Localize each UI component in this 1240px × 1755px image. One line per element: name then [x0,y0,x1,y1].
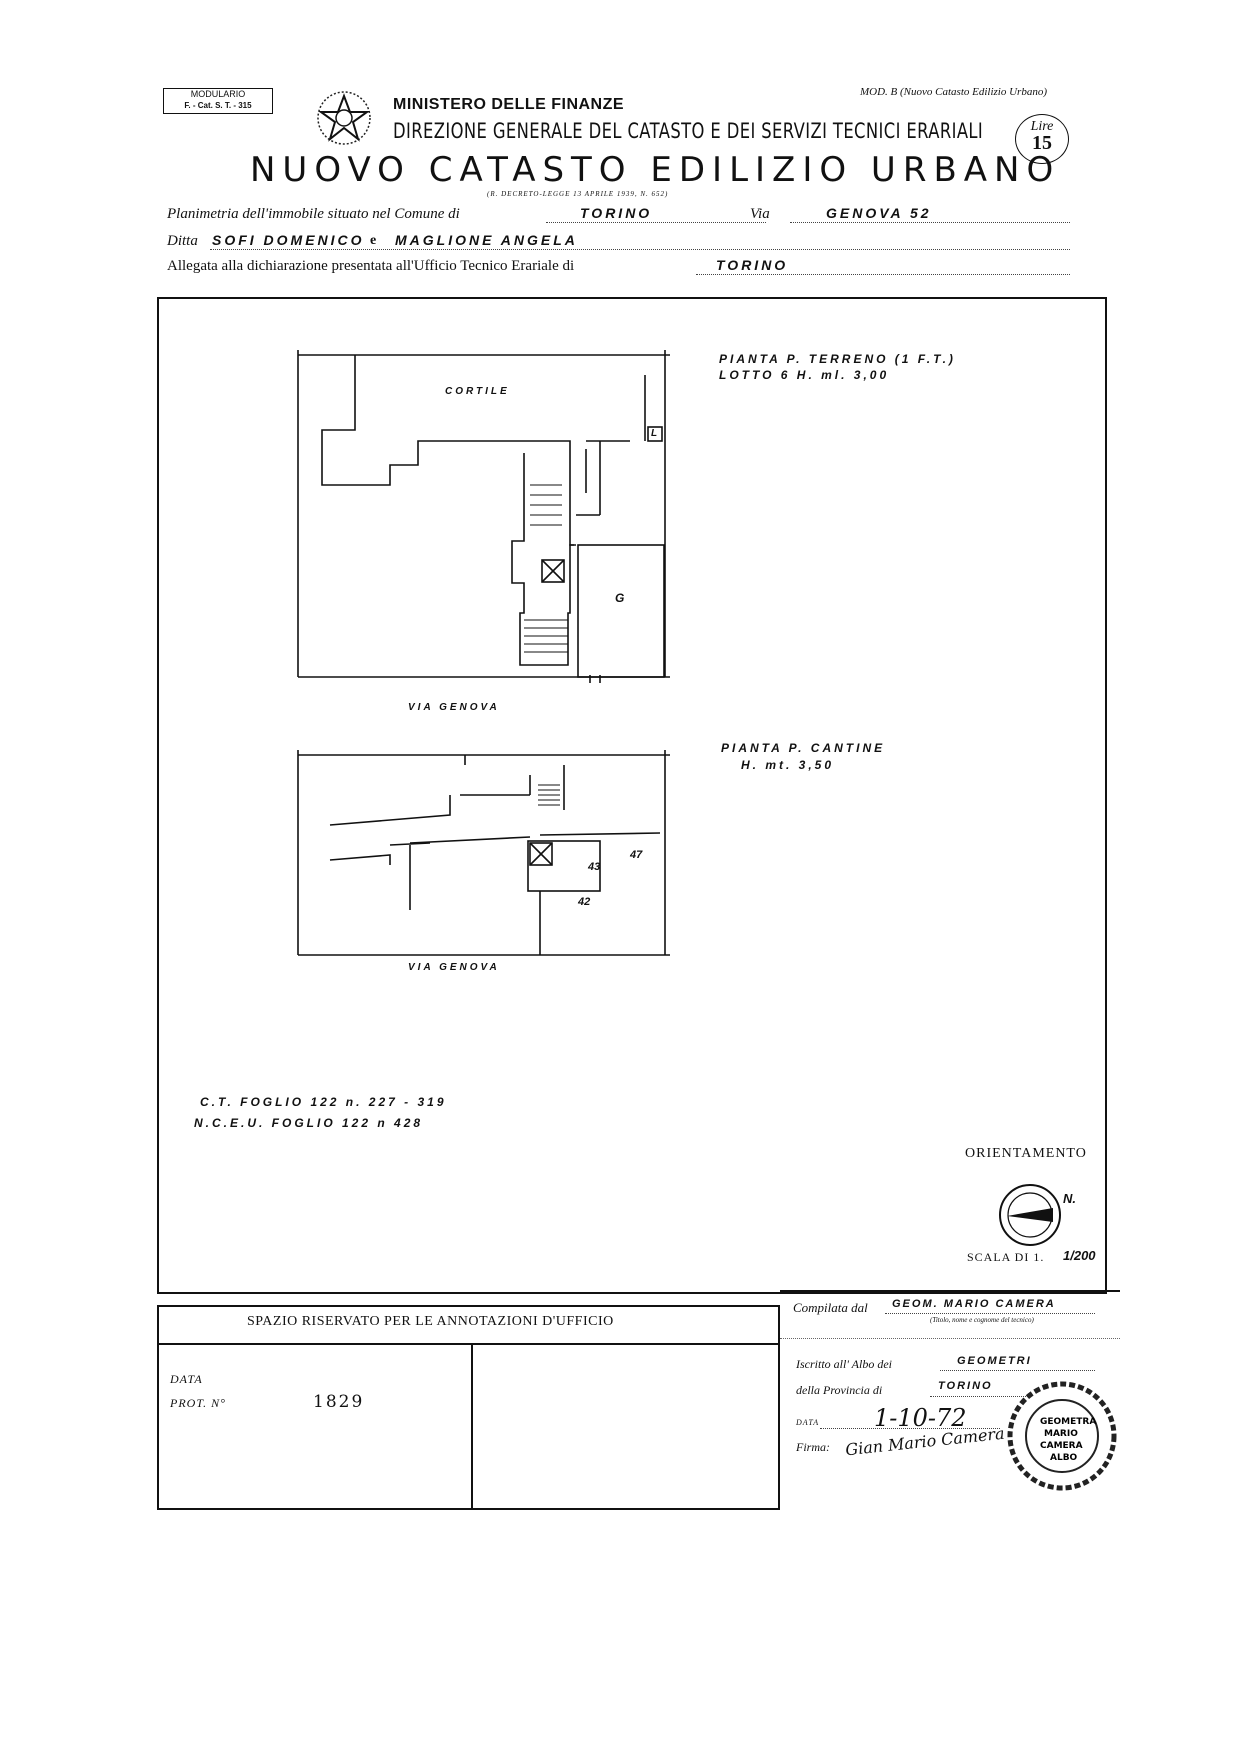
north-label: N. [1063,1191,1076,1206]
via-value: GENOVA 52 [826,205,932,221]
provincia-label: della Provincia di [796,1383,883,1397]
cellar-street-label: VIA GENOVA [408,962,500,973]
signature: Gian Mario Camera [844,1423,1006,1460]
allegata-label: Allegata alla dichiarazione presentata all'Ufficio Tecnico Erariale di [167,258,575,274]
planimetria-label: Planimetria dell'immobile situato nel Comune di [167,206,460,222]
room-l-label: L [651,428,658,439]
via-label: Via [750,206,770,222]
compiler-data-value: 1-10-72 [874,1404,967,1432]
document-title: NUOVO CATASTO EDILIZIO URBANO [250,150,1061,190]
decree-ref: (R. DECRETO-LEGGE 13 APRILE 1939, N. 652) [487,190,669,198]
ufficio-value: TORINO [716,257,789,273]
ufficio-dots [696,274,1070,275]
compilata-dots [885,1313,1095,1314]
cellar-plan-label-2: H. mt. 3,50 [741,758,835,772]
cellar-plan-label-1: PIANTA P. CANTINE [721,741,886,755]
owner-1: SOFI DOMENICO [212,232,365,248]
direction-name: DIREZIONE GENERALE DEL CATASTO E DEI SERVIZI TECNICI ERARIALI [393,119,984,143]
stamp-label: Lire [1030,119,1054,134]
comune-dots [546,222,766,223]
compilata-value: GEOM. MARIO CAMERA [892,1298,1056,1310]
office-column-divider [471,1343,473,1510]
office-prot-label: PROT. N° [170,1396,226,1410]
ditta-label: Ditta [167,233,198,249]
ministry-name: MINISTERO DELLE FINANZE [393,96,625,113]
iscritto-dots [940,1370,1095,1371]
emblem-icon [312,86,376,150]
compilata-hint: (Titolo, nome e cognome del tecnico) [930,1316,1034,1324]
ct-reference: C.T. FOGLIO 122 n. 227 - 319 [200,1095,447,1109]
owner-2: MAGLIONE ANGELA [395,232,578,248]
model-label: MOD. B (Nuovo Catasto Edilizio Urbano) [860,86,1047,98]
north-arrow-icon [995,1180,1065,1250]
svg-text:CAMERA: CAMERA [1040,1441,1083,1451]
owner-conjunction: e [370,233,377,248]
iscritto-value: GEOMETRI [957,1355,1032,1367]
revenue-stamp [1015,114,1069,164]
compiler-top-rule [780,1290,1120,1292]
provincia-value: TORINO [938,1380,993,1392]
compiler-sep [780,1338,1120,1339]
ground-street-label: VIA GENOVA [408,702,500,713]
compiler-data-label: DATA [796,1418,820,1427]
iscritto-label: Iscritto all' Albo dei [796,1357,893,1371]
compilata-label: Compilata dal [793,1300,868,1315]
ground-plan-label-2: LOTTO 6 H. ml. 3,00 [719,368,890,382]
svg-text:MARIO: MARIO [1044,1429,1078,1439]
cellar-47: 47 [630,849,643,861]
seal-stamp-icon [1000,1378,1128,1494]
svg-text:GEOMETRA: GEOMETRA [1040,1417,1097,1427]
cellar-43: 43 [588,861,601,873]
office-prot-value: 1829 [313,1392,365,1412]
cellar-plan [290,745,680,960]
courtyard-label: CORTILE [445,386,510,397]
firma-label: Firma: [796,1440,830,1454]
modulario-line1: MODULARIO [190,89,246,99]
comune-value: TORINO [580,205,653,221]
office-divider [157,1343,780,1345]
scale-label: SCALA DI 1. [967,1250,1045,1264]
office-data-label: DATA [170,1372,203,1386]
via-dots [790,222,1070,223]
office-title: SPAZIO RISERVATO PER LE ANNOTAZIONI D'UFFICIO [247,1314,614,1329]
ditta-dots [210,249,1070,250]
cellar-42: 42 [578,896,591,908]
orientation-label: ORIENTAMENTO [965,1146,1087,1161]
svg-text:ALBO: ALBO [1050,1453,1078,1463]
modulario-line2: F. - Cat. S. T. - 315 [184,101,252,110]
stamp-value: 15 [1032,132,1052,154]
nceu-reference: N.C.E.U. FOGLIO 122 n 428 [194,1116,424,1130]
scale-value: 1/200 [1063,1248,1096,1263]
ground-plan-label-1: PIANTA P. TERRENO (1 F.T.) [719,352,956,366]
office-box [157,1305,780,1510]
modulario-box [163,88,273,114]
room-g-label: G [615,591,625,605]
